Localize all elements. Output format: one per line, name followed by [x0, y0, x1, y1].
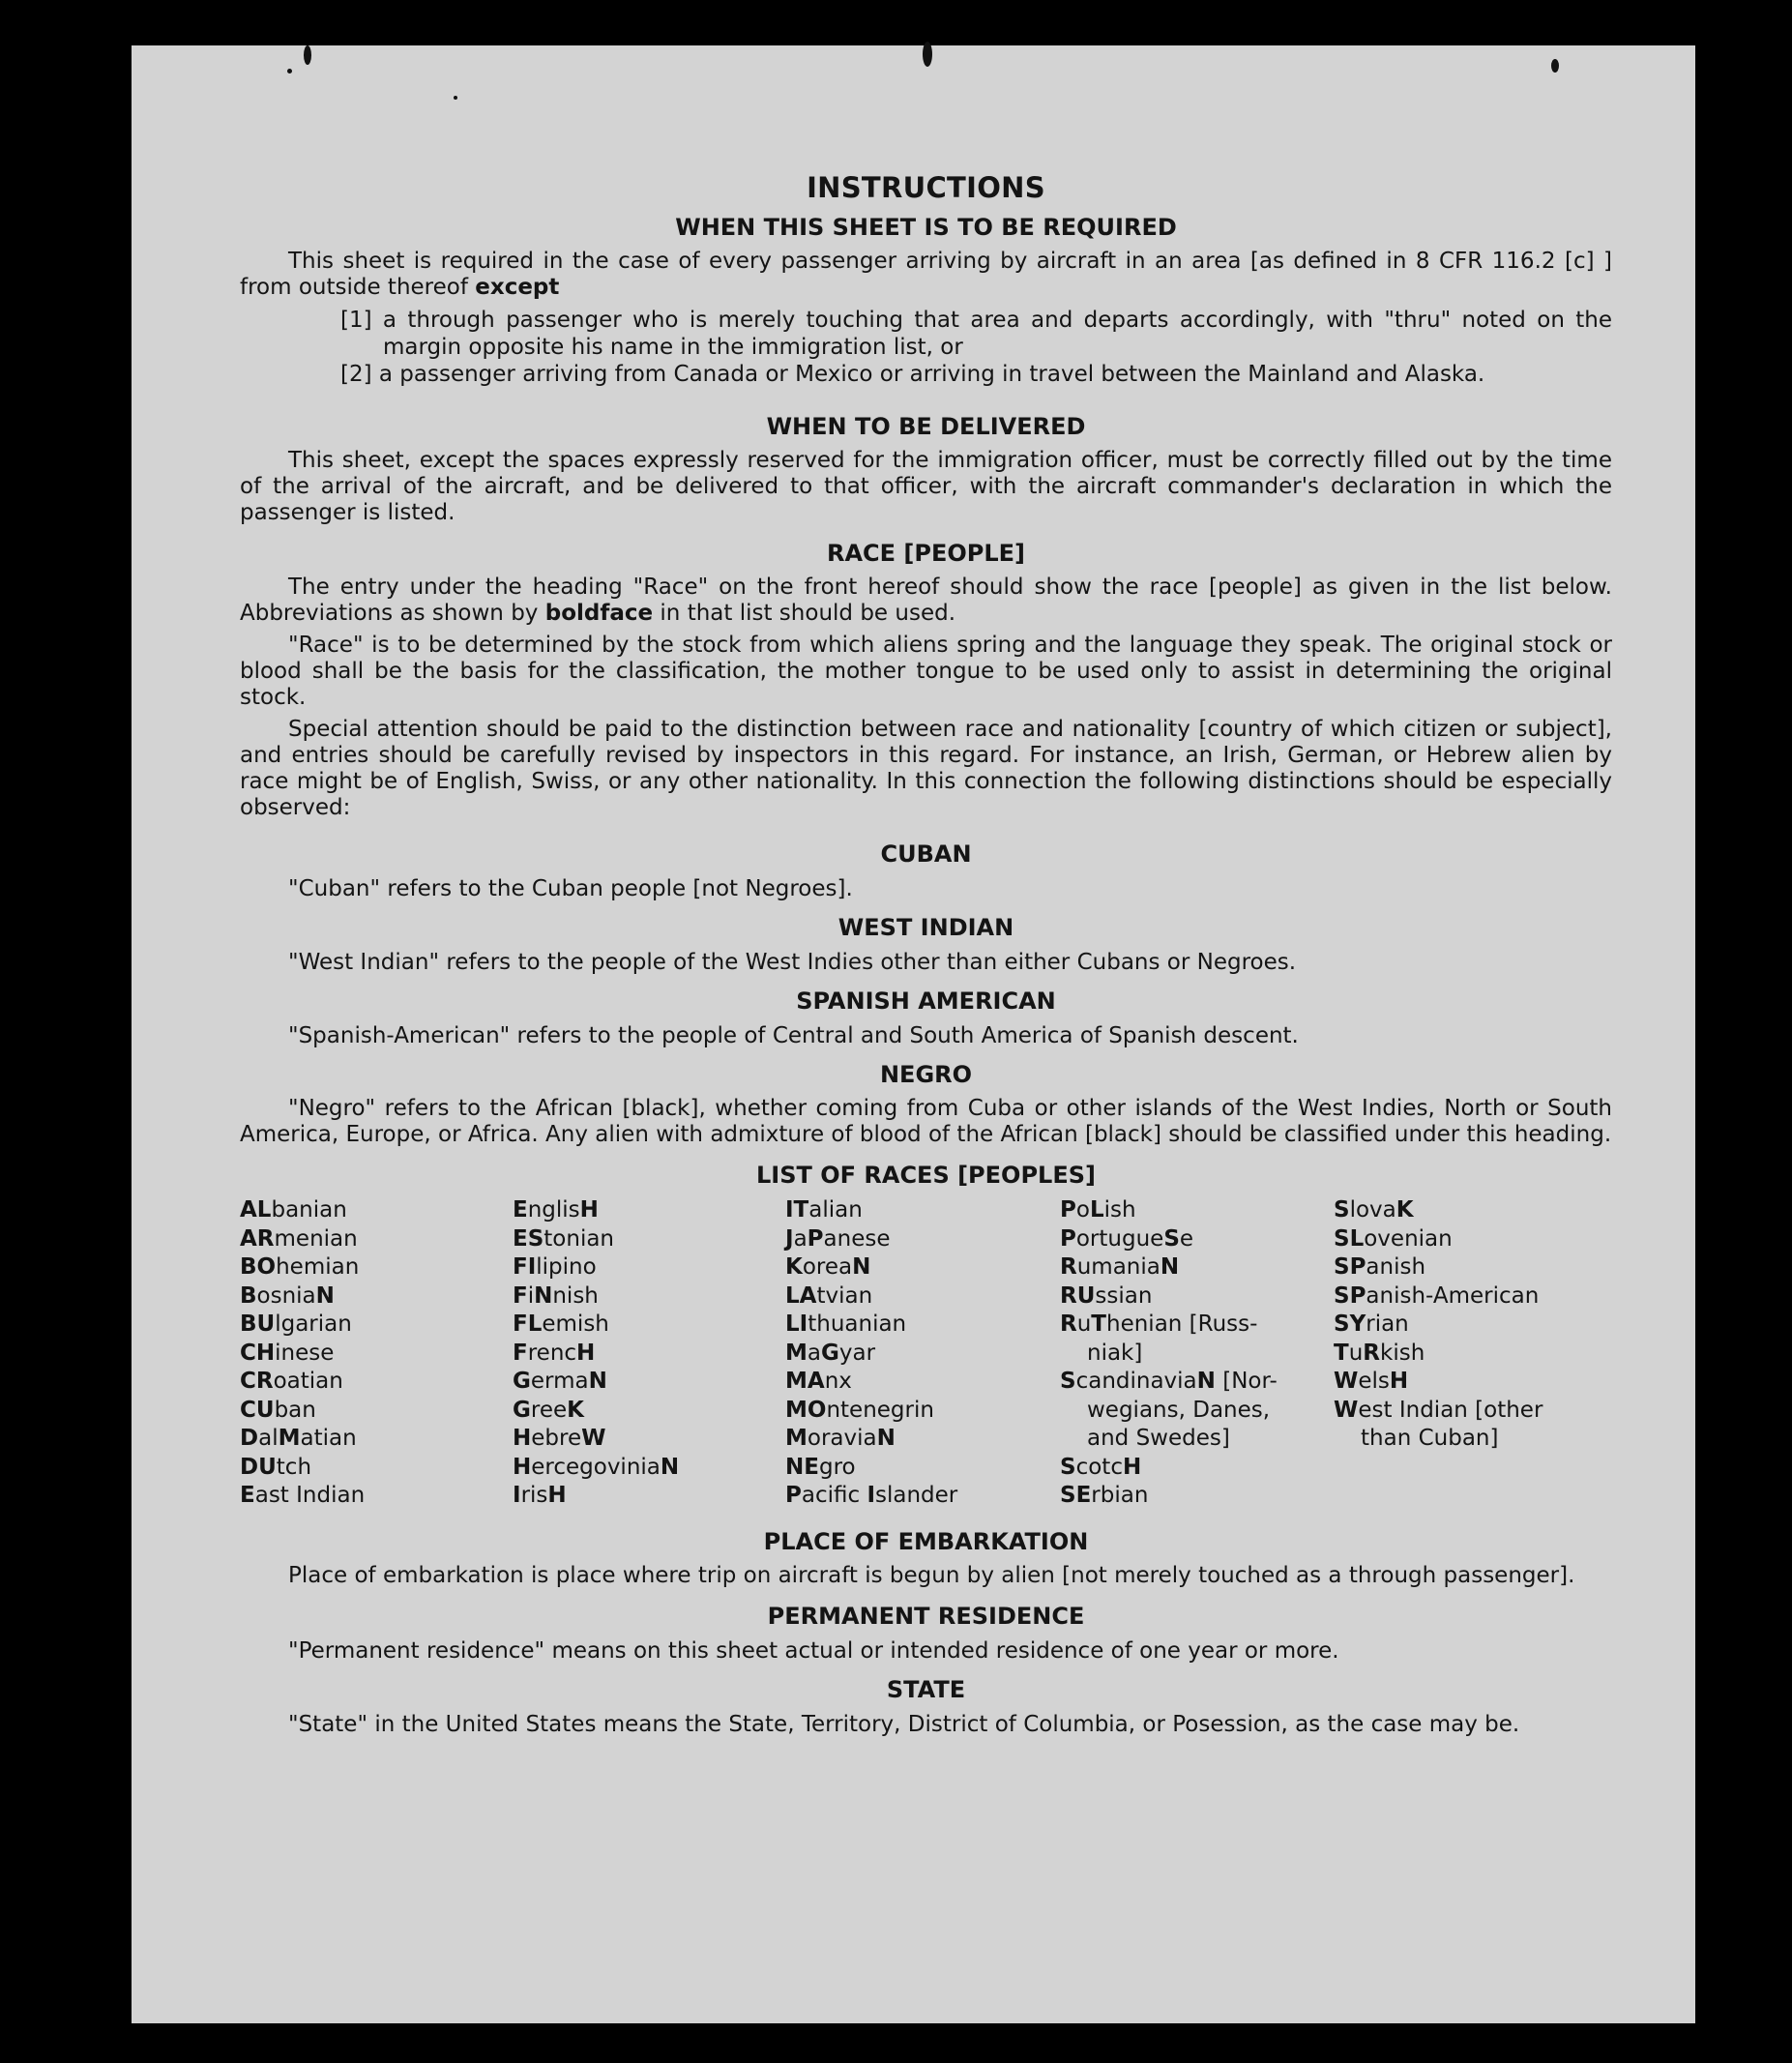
- race-abbrev: E: [513, 1197, 528, 1223]
- race-abbrev: M: [785, 1340, 808, 1366]
- race-entry: [1334, 1397, 1566, 1426]
- race-entry: [785, 1340, 1060, 1369]
- race-text: a: [793, 1225, 808, 1252]
- race-entry: [1060, 1282, 1334, 1311]
- race-text: menian: [274, 1225, 358, 1252]
- race-column: [1060, 1196, 1334, 1511]
- race-entry: [1060, 1311, 1334, 1340]
- race-abbrev: G: [513, 1369, 531, 1394]
- race-abbrev: H: [513, 1426, 532, 1451]
- race-abbrev: IT: [785, 1197, 809, 1223]
- race-paragraph-1: [240, 575, 1612, 627]
- race-text: rian: [1366, 1311, 1409, 1337]
- race-abbrev: F: [513, 1282, 528, 1309]
- heading-west-indian: WEST INDIAN: [837, 914, 1014, 941]
- race-text: emish: [542, 1311, 609, 1337]
- race-entry: [1060, 1482, 1334, 1511]
- race-entry: [513, 1225, 785, 1254]
- race-entry: [785, 1225, 1060, 1254]
- race-entry: [1334, 1253, 1566, 1282]
- race-entry: [785, 1397, 1060, 1426]
- race-abbrev: N: [315, 1282, 335, 1309]
- race-entry: [785, 1425, 1060, 1454]
- race-abbrev: W: [1334, 1397, 1359, 1423]
- race-entry: [785, 1454, 1060, 1483]
- race-paragraph-3: Special attention should be paid to the distinction between race and nationality [country of which citizen or subject], and entries should be carefully revised by inspectors in this regard. For instance, an Irish, German, or Hebrew alien by race might be of English, Swiss, or any other nationality. In this connection the following distinctions should be especially observed:: [240, 717, 1612, 820]
- race-text: wegians, Danes,: [1087, 1397, 1271, 1423]
- race-text: erma: [530, 1369, 589, 1394]
- race-entry: [1334, 1425, 1566, 1454]
- race-entry: [240, 1225, 513, 1254]
- race-entry: [240, 1311, 513, 1340]
- race-entry: [1060, 1340, 1334, 1369]
- race-text: anish-American: [1366, 1282, 1540, 1309]
- race-abbrev: LA: [785, 1282, 817, 1309]
- ink-speck: [304, 45, 311, 65]
- race-text: ris: [520, 1483, 548, 1508]
- race-entry: [513, 1425, 785, 1454]
- race-column: [785, 1196, 1060, 1511]
- race-entry: [1334, 1311, 1566, 1340]
- race-abbrev: P: [785, 1483, 802, 1508]
- race-abbrev: W: [1334, 1369, 1359, 1394]
- race-text: nish: [552, 1282, 599, 1309]
- race-abbrev: P: [807, 1225, 824, 1252]
- race-text: [Nor-: [1215, 1369, 1278, 1394]
- race-text: nglis: [527, 1197, 580, 1223]
- race-text: inese: [275, 1340, 335, 1366]
- race-abbrev: CH: [240, 1340, 276, 1366]
- race-abbrev: SP: [1334, 1254, 1366, 1280]
- race-text: ban: [274, 1397, 316, 1423]
- required-intro: [240, 249, 1612, 301]
- race-text: ast Indian: [254, 1483, 366, 1508]
- race-abbrev: AR: [240, 1225, 275, 1252]
- race-text: candinavia: [1075, 1369, 1197, 1394]
- race-abbrev: N: [534, 1282, 553, 1309]
- race-entry: [513, 1282, 785, 1311]
- required-intro-bold: except: [475, 275, 560, 300]
- race-text: gro: [818, 1454, 856, 1480]
- race-text: tch: [276, 1454, 312, 1480]
- race-abbrev: T: [1091, 1311, 1106, 1337]
- race-abbrev: L: [1089, 1197, 1104, 1223]
- race-abbrev: N: [852, 1254, 871, 1280]
- race-entry: [1060, 1397, 1334, 1426]
- heading-state: STATE: [886, 1675, 966, 1703]
- race-text: yar: [838, 1340, 876, 1366]
- race-abbrev: F: [513, 1340, 528, 1366]
- race-text: ercegovinia: [531, 1454, 661, 1480]
- race-text: anese: [823, 1225, 891, 1252]
- race-paragraph-2: "Race" is to be determined by the stock from which aliens spring and the language they speak. The original stock or blood shall be the basis for the classification, the mother tongue to be used only to assist in determining the original stock.: [240, 633, 1612, 710]
- race-text: alian: [808, 1197, 863, 1223]
- race-abbrev: S: [1060, 1369, 1076, 1394]
- race-entry: [513, 1340, 785, 1369]
- race-entry: [785, 1311, 1060, 1340]
- race-text: cotc: [1075, 1454, 1123, 1480]
- race-abbrev: W: [581, 1426, 606, 1451]
- race-abbrev: T: [1334, 1340, 1349, 1366]
- race-entry: [240, 1425, 513, 1454]
- race-entry: [1334, 1282, 1566, 1311]
- race-abbrev: P: [1060, 1225, 1076, 1252]
- race-text: u: [1348, 1340, 1364, 1366]
- race-abbrev: M: [278, 1426, 301, 1451]
- race-abbrev: I: [513, 1483, 521, 1508]
- race-abbrev: G: [821, 1340, 839, 1366]
- race-entry: [785, 1368, 1060, 1397]
- race-column: [1334, 1196, 1566, 1511]
- race-abbrev: SL: [1334, 1225, 1365, 1252]
- heading-permanent-residence: PERMANENT RESIDENCE: [767, 1602, 1085, 1630]
- race-entry: [1334, 1225, 1566, 1254]
- race-entry: [513, 1196, 785, 1225]
- race-abbrev: N: [1196, 1369, 1216, 1394]
- race-text: renc: [527, 1340, 577, 1366]
- race-text: ssian: [1095, 1282, 1153, 1309]
- race-abbrev: S: [1060, 1454, 1076, 1480]
- race-entry: [513, 1253, 785, 1282]
- race-text: i: [527, 1282, 535, 1309]
- race-entry: [240, 1368, 513, 1397]
- race-abbrev: ES: [513, 1225, 544, 1252]
- race-entry: [1060, 1225, 1334, 1254]
- race-abbrev: H: [547, 1483, 567, 1508]
- race-text: atian: [300, 1426, 357, 1451]
- race-abbrev: R: [1060, 1311, 1077, 1337]
- race-text: umania: [1076, 1254, 1160, 1280]
- race-abbrev: DU: [240, 1454, 277, 1480]
- race-entry: [513, 1311, 785, 1340]
- race-abbrev: H: [1122, 1454, 1142, 1480]
- race-text: al: [258, 1426, 279, 1451]
- race-entry: [1060, 1454, 1334, 1483]
- residence-text: "Permanent residence" means on this sheet actual or intended residence of one year or more.: [288, 1637, 1339, 1664]
- race-entry: [240, 1196, 513, 1225]
- race-text: kish: [1380, 1340, 1425, 1366]
- page-title: INSTRUCTIONS: [807, 171, 1045, 204]
- race-abbrev: S: [1163, 1225, 1180, 1252]
- race-text: oravia: [807, 1426, 877, 1451]
- race-text: and Swedes]: [1087, 1426, 1230, 1451]
- instruction-sheet: [132, 45, 1695, 2023]
- race-abbrev: I: [867, 1483, 875, 1508]
- race-text: lova: [1349, 1197, 1396, 1223]
- delivered-text: This sheet, except the spaces expressly reserved for the immigration officer, must be correctly filled out by the time of the arrival of the aircraft, and be delivered to that officer, with the aircraft commander's declaration in which the passenger is listed.: [240, 448, 1612, 525]
- race-text: banian: [271, 1197, 347, 1223]
- race-entry: [240, 1253, 513, 1282]
- race-abbrev: SY: [1334, 1311, 1366, 1337]
- race-text: est Indian [other: [1358, 1397, 1543, 1423]
- race-text: a: [807, 1340, 821, 1366]
- race-text: rbian: [1091, 1483, 1149, 1508]
- race-entry: [785, 1196, 1060, 1225]
- race-abbrev: BO: [240, 1254, 277, 1280]
- race-abbrev: M: [785, 1426, 808, 1451]
- heading-list-of-races: LIST OF RACES [PEOPLES]: [756, 1162, 1096, 1189]
- race-abbrev: N: [588, 1369, 607, 1394]
- spanish-american-text: "Spanish-American" refers to the people of Central and South America of Spanish descent.: [288, 1023, 1299, 1048]
- embarkation-text: Place of embarkation is place where trip on aircraft is begun by alien [not merely touched as a through passenger].: [288, 1562, 1575, 1588]
- race-text: hemian: [276, 1254, 360, 1280]
- race-list: [240, 1196, 1612, 1511]
- race-text: orea: [802, 1254, 853, 1280]
- state-text: "State" in the United States means the State, Territory, District of Columbia, or Posession, as the case may be.: [288, 1711, 1520, 1737]
- race-text: nx: [824, 1369, 852, 1394]
- race-entry: [1334, 1368, 1566, 1397]
- race-text: ortugue: [1075, 1225, 1164, 1252]
- race-abbrev: BU: [240, 1311, 276, 1337]
- cuban-text: "Cuban" refers to the Cuban people [not Negroes].: [288, 876, 853, 901]
- race-text: e: [1179, 1225, 1194, 1252]
- race-text: tvian: [816, 1282, 873, 1309]
- race-entry: [240, 1397, 513, 1426]
- race-abbrev: CU: [240, 1397, 275, 1423]
- race-abbrev: N: [876, 1426, 896, 1451]
- race-entry: [1060, 1425, 1334, 1454]
- race-text: henian [Russ-: [1106, 1311, 1258, 1337]
- required-item-2: [2] a passenger arriving from Canada or Mexico or arriving in travel between the Mainland and Alaska.: [340, 362, 1485, 387]
- race-entry: [513, 1397, 785, 1426]
- race-abbrev: FL: [513, 1311, 543, 1337]
- race-entry: [240, 1482, 513, 1511]
- race-text: lipino: [536, 1254, 597, 1280]
- race-abbrev: AL: [240, 1197, 272, 1223]
- race-text: ish: [1103, 1197, 1136, 1223]
- race-abbrev: N: [660, 1454, 680, 1480]
- race-entry: [240, 1454, 513, 1483]
- race-text: els: [1358, 1369, 1390, 1394]
- race-entry: [240, 1282, 513, 1311]
- race-abbrev: N: [1160, 1254, 1180, 1280]
- race-text: osnia: [256, 1282, 316, 1309]
- race-text: anish: [1366, 1254, 1426, 1280]
- race-abbrev: LI: [785, 1311, 808, 1337]
- race-p1-bold: boldface: [544, 601, 654, 626]
- race-abbrev: K: [567, 1397, 584, 1423]
- ink-speck: [1551, 59, 1559, 73]
- race-entry: [785, 1282, 1060, 1311]
- race-abbrev: H: [576, 1340, 596, 1366]
- race-abbrev: B: [240, 1282, 257, 1309]
- race-abbrev: SE: [1060, 1483, 1092, 1508]
- race-abbrev: P: [1060, 1197, 1076, 1223]
- race-text: ebre: [531, 1426, 582, 1451]
- race-p1-a: The entry under the heading "Race" on the front hereof should show the race [people] as given in the list below. Abbreviations as shown by: [240, 575, 1612, 626]
- race-abbrev: J: [785, 1225, 794, 1252]
- required-item-1: [1] a through passenger who is merely touching that area and departs accordingly, with "thru" noted on the margin opposite his name in the immigration list, or: [340, 308, 1612, 360]
- race-text: ntenegrin: [826, 1397, 934, 1423]
- heading-required: WHEN THIS SHEET IS TO BE REQUIRED: [675, 214, 1177, 241]
- heading-embarkation: PLACE OF EMBARKATION: [763, 1527, 1089, 1555]
- race-entry: [513, 1454, 785, 1483]
- race-abbrev: K: [1395, 1197, 1414, 1223]
- race-entry: [785, 1482, 1060, 1511]
- race-entry: [1334, 1340, 1566, 1369]
- race-entry: [240, 1340, 513, 1369]
- race-entry: [1060, 1253, 1334, 1282]
- race-column: [240, 1196, 513, 1511]
- race-abbrev: NE: [785, 1454, 819, 1480]
- race-p1-b: in that list should be used.: [653, 601, 956, 626]
- race-abbrev: SP: [1334, 1282, 1366, 1309]
- race-abbrev: H: [513, 1454, 532, 1480]
- ink-speck: [923, 42, 932, 67]
- race-abbrev: R: [1363, 1340, 1380, 1366]
- race-abbrev: G: [513, 1397, 531, 1423]
- race-column: [513, 1196, 785, 1511]
- race-text: ovenian: [1364, 1225, 1453, 1252]
- heading-spanish-american: SPANISH AMERICAN: [796, 987, 1056, 1015]
- race-abbrev: CR: [240, 1369, 274, 1394]
- required-intro-text: This sheet is required in the case of every passenger arriving by aircraft in an area [as defined in 8 CFR 116.2 [c] ] from outside thereof: [240, 249, 1612, 300]
- race-text: oatian: [273, 1369, 343, 1394]
- race-text: acific: [801, 1483, 867, 1508]
- race-abbrev: RU: [1060, 1282, 1096, 1309]
- race-text: than Cuban]: [1361, 1426, 1499, 1451]
- race-abbrev: H: [1389, 1369, 1409, 1394]
- race-abbrev: MO: [785, 1397, 827, 1423]
- race-entry: [1060, 1196, 1334, 1225]
- race-text: thuanian: [808, 1311, 907, 1337]
- race-abbrev: E: [240, 1483, 255, 1508]
- race-entry: [1060, 1368, 1334, 1397]
- race-text: slander: [875, 1483, 958, 1508]
- heading-cuban: CUBAN: [880, 840, 972, 868]
- negro-text: "Negro" refers to the African [black], whether coming from Cuba or other islands of the West Indies, North or South America, Europe, or Africa. Any alien with admixture of blood of the African [black] should be classified under this heading.: [240, 1096, 1612, 1147]
- heading-delivered: WHEN TO BE DELIVERED: [766, 413, 1086, 440]
- race-text: o: [1075, 1197, 1090, 1223]
- race-abbrev: D: [240, 1426, 259, 1451]
- race-abbrev: R: [1060, 1254, 1077, 1280]
- west-indian-text: "West Indian" refers to the people of the West Indies other than either Cubans or Negroes.: [288, 950, 1297, 975]
- race-text: tonian: [543, 1225, 615, 1252]
- race-abbrev: MA: [785, 1369, 825, 1394]
- race-entry: [513, 1368, 785, 1397]
- race-text: u: [1076, 1311, 1092, 1337]
- race-entry: [1334, 1196, 1566, 1225]
- ink-speck: [287, 69, 292, 74]
- race-abbrev: FI: [513, 1254, 537, 1280]
- race-entry: [513, 1482, 785, 1511]
- race-abbrev: K: [785, 1254, 803, 1280]
- race-entry: [785, 1253, 1060, 1282]
- race-abbrev: H: [579, 1197, 599, 1223]
- race-abbrev: S: [1334, 1197, 1350, 1223]
- heading-race: RACE [PEOPLE]: [826, 540, 1026, 567]
- ink-speck: [454, 96, 457, 100]
- race-text: ree: [530, 1397, 568, 1423]
- race-text: lgarian: [275, 1311, 352, 1337]
- heading-negro: NEGRO: [879, 1061, 973, 1088]
- race-text: niak]: [1087, 1340, 1143, 1366]
